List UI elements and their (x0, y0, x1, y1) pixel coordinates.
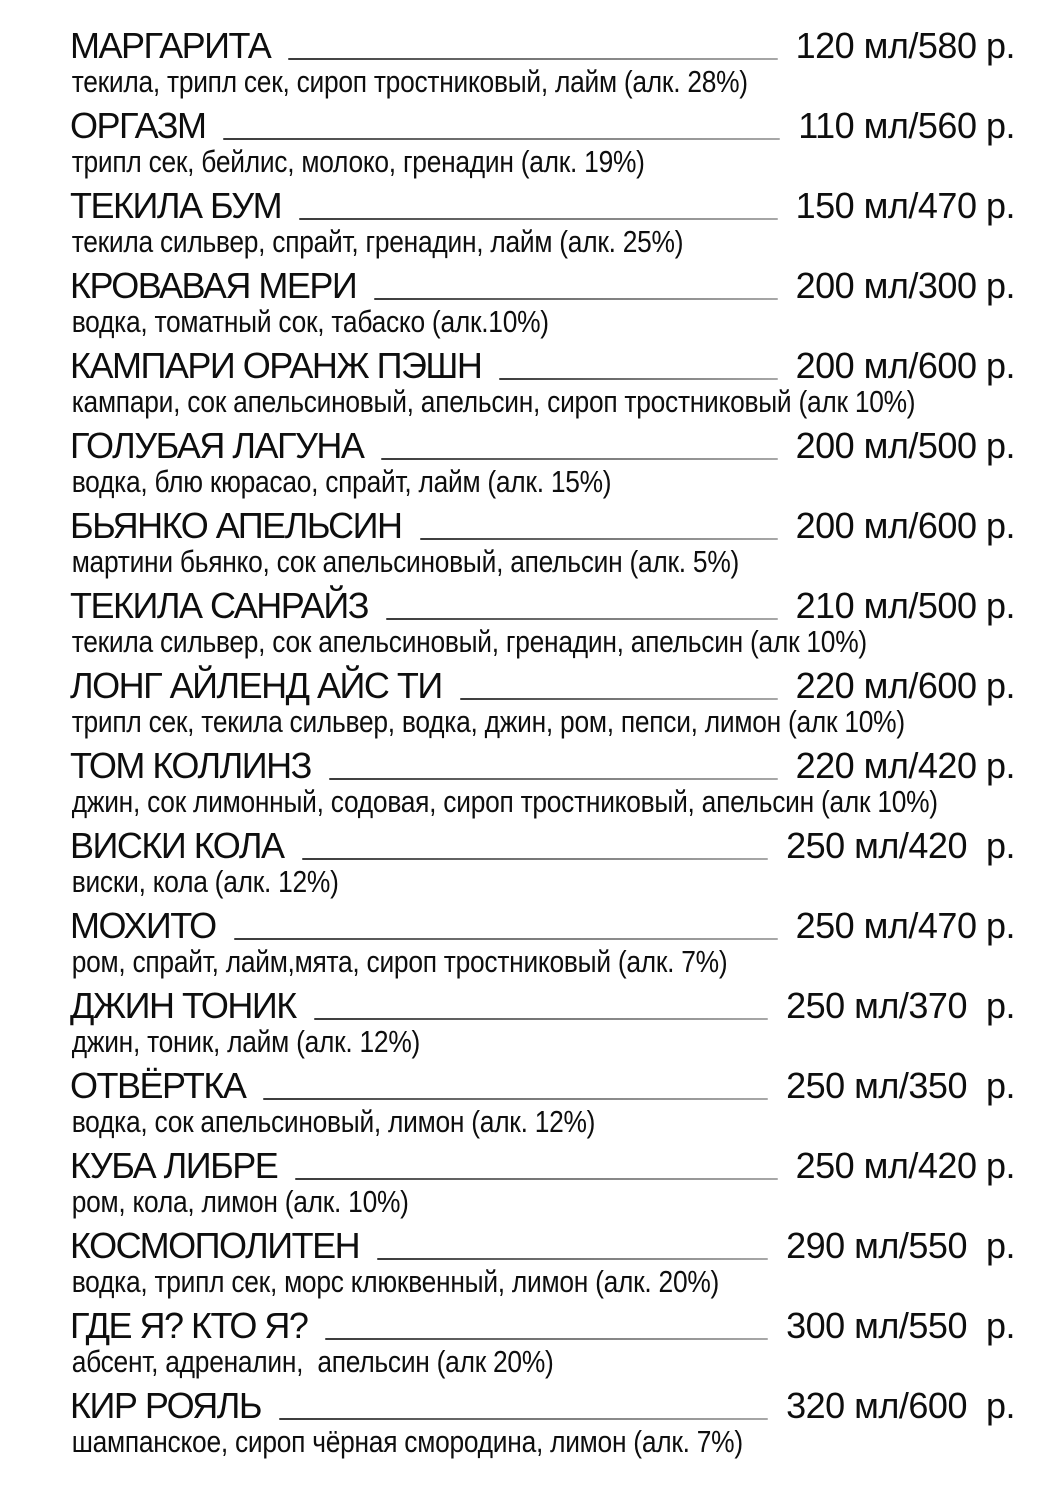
menu-item-title-row (70, 500, 1015, 544)
cocktail-ingredients: водка, трипл сек, морс клюквенный, лимон (алк. 20%) (71, 1264, 720, 1299)
cocktail-ingredients: трипл сек, текила сильвер, водка, джин, ром, пепси, лимон (алк 10%) (71, 704, 905, 739)
leader-line (325, 1338, 768, 1340)
volume-price: 210 мл/500 р. (795, 585, 1015, 626)
volume-price: 250 мл/420 р. (795, 1145, 1015, 1186)
menu-item-title-row (70, 420, 1015, 464)
cocktail-ingredients: шампанское, сироп чёрная смородина, лимон (алк. 7%) (71, 1424, 743, 1459)
cocktail-name: КОСМОПОЛИТЕН (70, 1225, 360, 1266)
leader-line (314, 1018, 768, 1020)
leader-line (374, 298, 777, 300)
cocktail-name: ОРГАЗМ (70, 105, 206, 146)
volume-price: 250 мл/420 р. (786, 825, 1015, 866)
menu-item (70, 260, 1015, 340)
volume-price: 250 мл/470 р. (795, 905, 1015, 946)
volume-price: 110 мл/560 р. (798, 105, 1015, 146)
cocktail-ingredients: текила сильвер, спрайт, гренадин, лайм (алк. 25%) (71, 224, 684, 259)
cocktail-ingredients: водка, томатный сок, табаско (алк.10%) (71, 304, 549, 339)
menu-item (70, 740, 1015, 820)
volume-price: 300 мл/550 р. (786, 1305, 1015, 1346)
cocktail-name: КРОВАВАЯ МЕРИ (70, 265, 357, 306)
menu-item-title-row (70, 1300, 1015, 1344)
menu-item-title-row (70, 180, 1015, 224)
cocktail-name: КУБА ЛИБРЕ (70, 1145, 278, 1186)
menu-item-title-row (70, 580, 1015, 624)
menu-item (70, 820, 1015, 900)
leader-line (460, 698, 778, 700)
menu-item-title-row (70, 980, 1015, 1024)
cocktail-name: БЬЯНКО АПЕЛЬСИН (70, 505, 402, 546)
menu-item (70, 660, 1015, 740)
cocktail-name: ГДЕ Я? КТО Я? (70, 1305, 308, 1346)
menu-item-title-row (70, 1140, 1015, 1184)
cocktail-ingredients: ром, кола, лимон (алк. 10%) (71, 1184, 409, 1219)
leader-line (295, 1178, 777, 1180)
leader-line (288, 58, 777, 60)
cocktail-name: ЛОНГ АЙЛЕНД АЙС ТИ (70, 665, 442, 706)
cocktail-name: ВИСКИ КОЛА (70, 825, 284, 866)
menu-item (70, 180, 1015, 260)
menu-item (70, 500, 1015, 580)
cocktail-ingredients: кампари, сок апельсиновый, апельсин, сироп тростниковый (алк 10%) (71, 384, 916, 419)
leader-line (377, 1258, 768, 1260)
volume-price: 250 мл/350 р. (786, 1065, 1015, 1106)
menu-item (70, 1220, 1015, 1300)
cocktail-ingredients: водка, блю кюрасао, спрайт, лайм (алк. 15%) (71, 464, 612, 499)
menu-item (70, 1060, 1015, 1140)
cocktail-ingredients: водка, сок апельсиновый, лимон (алк. 12%) (71, 1104, 596, 1139)
cocktail-name: ГОЛУБАЯ ЛАГУНА (70, 425, 364, 466)
volume-price: 290 мл/550 р. (786, 1225, 1015, 1266)
cocktail-name: ТЕКИЛА БУМ (70, 185, 282, 226)
volume-price: 220 мл/600 р. (795, 665, 1015, 706)
menu-item-title-row (70, 260, 1015, 304)
menu-item (70, 1300, 1015, 1380)
menu-item-title-row (70, 660, 1015, 704)
cocktail-name: ОТВЁРТКА (70, 1065, 246, 1106)
volume-price: 200 мл/300 р. (795, 265, 1015, 306)
cocktail-name: ТЕКИЛА САНРАЙЗ (70, 585, 368, 626)
menu-item (70, 100, 1015, 180)
leader-line (420, 538, 778, 540)
menu-item-title-row (70, 340, 1015, 384)
cocktail-name: ТОМ КОЛЛИНЗ (70, 745, 311, 786)
cocktail-name: КИР РОЯЛЬ (70, 1385, 262, 1426)
cocktail-ingredients: текила, трипл сек, сироп тростниковый, лайм (алк. 28%) (71, 64, 748, 99)
leader-line (329, 778, 778, 780)
menu-item (70, 580, 1015, 660)
cocktail-ingredients: ром, спрайт, лайм,мята, сироп тростниковый (алк. 7%) (71, 944, 728, 979)
cocktail-ingredients: джин, тоник, лайм (алк. 12%) (71, 1024, 421, 1059)
volume-price: 200 мл/600 р. (795, 505, 1015, 546)
cocktail-ingredients: текила сильвер, сок апельсиновый, гренадин, апельсин (алк 10%) (71, 624, 867, 659)
leader-line (386, 618, 778, 620)
cocktail-name: ДЖИН ТОНИК (70, 985, 296, 1026)
menu-item-title-row (70, 740, 1015, 784)
leader-line (499, 378, 777, 380)
leader-line (302, 858, 769, 860)
cocktail-name: МАРГАРИТА (70, 25, 271, 66)
cocktail-name: КАМПАРИ ОРАНЖ ПЭШН (70, 345, 482, 386)
cocktail-ingredients: виски, кола (алк. 12%) (71, 864, 339, 899)
leader-line (263, 1098, 768, 1100)
menu-item-title-row (70, 1060, 1015, 1104)
leader-line (223, 138, 780, 140)
cocktail-ingredients: джин, сок лимонный, содовая, сироп тростниковый, апельсин (алк 10%) (71, 784, 938, 819)
menu-item-title-row (70, 820, 1015, 864)
menu-item-title-row (70, 900, 1015, 944)
leader-line (234, 938, 778, 940)
cocktail-ingredients: абсент, адреналин, апельсин (алк 20%) (71, 1344, 554, 1379)
menu-item (70, 980, 1015, 1060)
volume-price: 220 мл/420 р. (795, 745, 1015, 786)
cocktail-ingredients: трипл сек, бейлис, молоко, гренадин (алк. 19%) (71, 144, 645, 179)
cocktail-name: МОХИТО (70, 905, 216, 946)
leader-line (279, 1418, 768, 1420)
menu-item (70, 20, 1015, 100)
menu-item-title-row (70, 1380, 1015, 1424)
menu-item-title-row (70, 100, 1015, 144)
menu-item (70, 1380, 1015, 1460)
menu-item-title-row (70, 1220, 1015, 1264)
menu-item-title-row (70, 20, 1015, 64)
menu-item (70, 900, 1015, 980)
menu-item (70, 1140, 1015, 1220)
volume-price: 200 мл/600 р. (795, 345, 1015, 386)
volume-price: 150 мл/470 р. (795, 185, 1015, 226)
volume-price: 200 мл/500 р. (795, 425, 1015, 466)
volume-price: 250 мл/370 р. (786, 985, 1015, 1026)
cocktail-ingredients: мартини бьянко, сок апельсиновый, апельсин (алк. 5%) (71, 544, 740, 579)
volume-price: 320 мл/600 р. (786, 1385, 1015, 1426)
volume-price: 120 мл/580 р. (795, 25, 1015, 66)
menu-item (70, 420, 1015, 500)
leader-line (381, 458, 777, 460)
leader-line (299, 218, 777, 220)
menu-item (70, 340, 1015, 420)
